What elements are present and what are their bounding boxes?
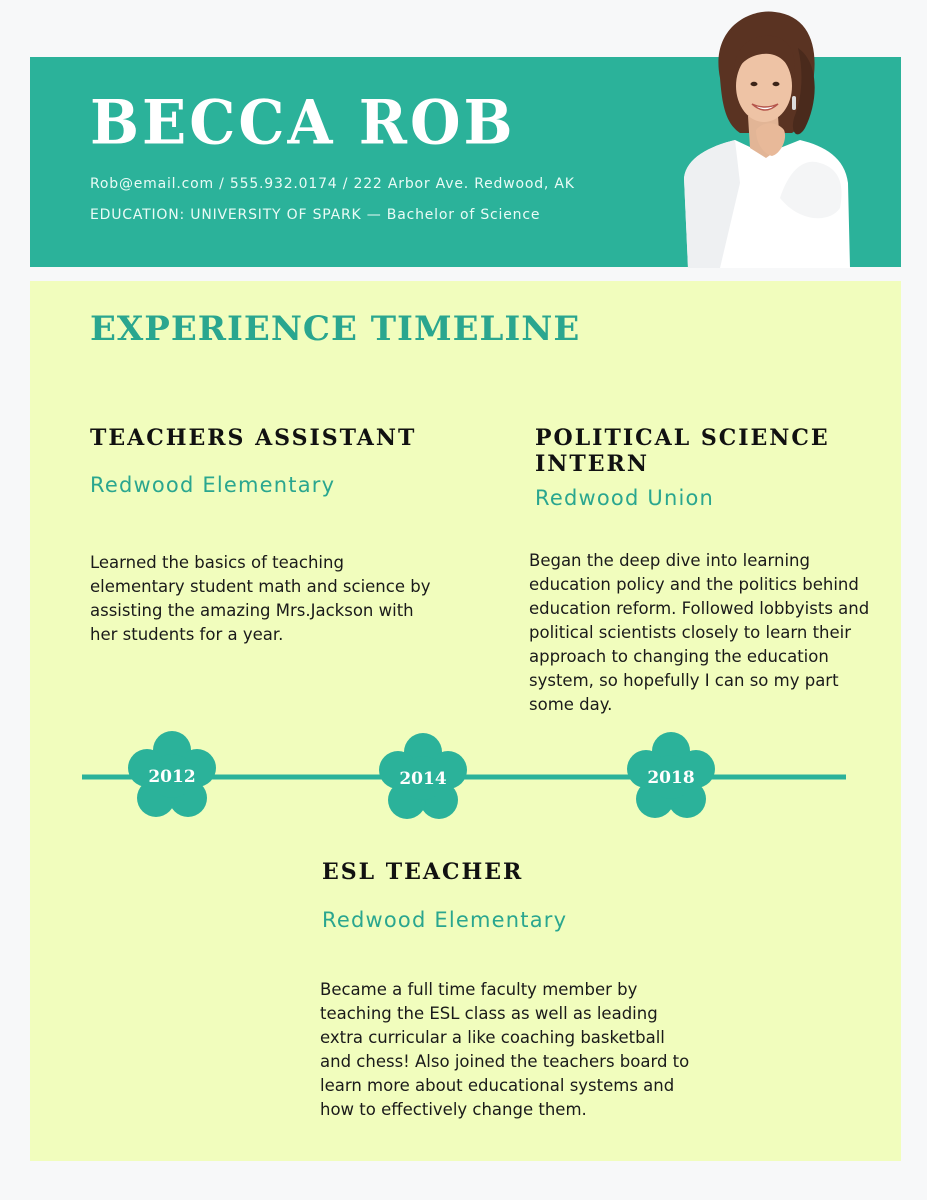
experience-panel (30, 281, 901, 1161)
education-info: EDUCATION: UNIVERSITY OF SPARK — Bachelor of Science (90, 207, 541, 223)
job-description: Became a full time faculty member by teaching the ESL class as well as leading extra curricular a like coaching basketball and chess! Also joined the teachers board to learn more about educational systems and how to effectively change them. (320, 980, 690, 1119)
job-title: POLITICAL SCIENCE INTERN (535, 425, 830, 477)
job-company: Redwood Elementary (90, 473, 336, 497)
job-description: Learned the basics of teaching elementary student math and science by assisting the amazing Mrs.Jackson with her students for a year. (90, 553, 431, 644)
timeline-marker (128, 731, 216, 817)
section-title: EXPERIENCE TIMELINE (90, 309, 581, 349)
job-description: Began the deep dive into learning education policy and the politics behind education reform. Followed lobbyists and political scientists closely to learn their approach to changing the education system, so hopefully I can so my part some day. (529, 551, 870, 714)
candidate-name: BECCA ROB (90, 87, 516, 159)
profile-photo (680, 8, 852, 268)
job-company: Redwood Union (535, 486, 715, 510)
timeline-marker (379, 733, 467, 819)
contact-info: Rob@email.com / 555.932.0174 / 222 Arbor Ave. Redwood, AK (90, 176, 575, 192)
timeline-marker (627, 732, 715, 818)
job-title: ESL TEACHER (322, 859, 524, 885)
timeline-year: 2012 (148, 767, 196, 787)
job-company: Redwood Elementary (322, 908, 568, 932)
experience-timeline (30, 721, 901, 831)
timeline-year: 2018 (647, 768, 695, 788)
job-title: TEACHERS ASSISTANT (90, 425, 417, 451)
timeline-year: 2014 (399, 769, 447, 789)
